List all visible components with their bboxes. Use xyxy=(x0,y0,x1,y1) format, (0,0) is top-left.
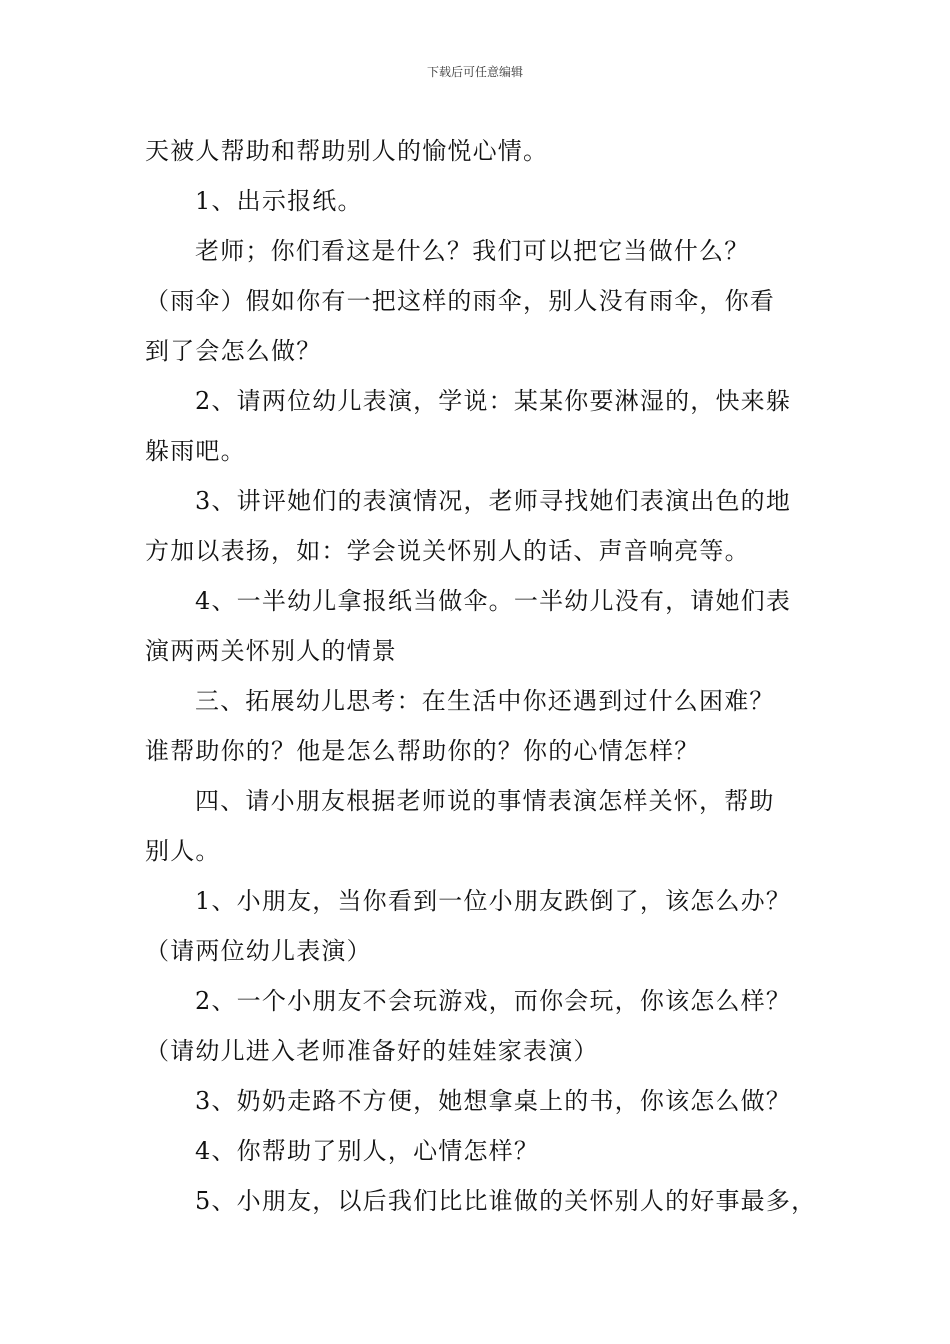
text-line-4: （雨伞）假如你有一把这样的雨伞，别人没有雨伞，你看 xyxy=(145,287,775,315)
text-line-19: （请幼儿进入老师准备好的娃娃家表演） xyxy=(145,1037,599,1065)
text-line-15: 别人。 xyxy=(145,837,221,865)
text-line-22: 5、小朋友，以后我们比比谁做的关怀别人的好事最多， xyxy=(195,1187,817,1215)
text-line-21: 4、你帮助了别人，心情怎样？ xyxy=(195,1137,540,1165)
text-line-9: 方加以表扬，如：学会说关怀别人的话、声音响亮等。 xyxy=(145,537,750,565)
text-line-8: 3、讲评她们的表演情况，老师寻找她们表演出色的地 xyxy=(195,487,792,515)
page-header: 下载后可任意编辑 xyxy=(426,65,523,79)
text-line-16: 1、小朋友，当你看到一位小朋友跌倒了，该怎么办？ xyxy=(195,887,792,915)
document-body xyxy=(145,126,825,1226)
text-line-10: 4、一半幼儿拿报纸当做伞。一半幼儿没有，请她们表 xyxy=(195,587,792,615)
text-line-13: 谁帮助你的？他是怎么帮助你的？你的心情怎样？ xyxy=(145,737,700,765)
text-line-11: 演两两关怀别人的情景 xyxy=(145,637,397,665)
text-line-2: 1、出示报纸。 xyxy=(195,187,363,215)
text-line-14: 四、请小朋友根据老师说的事情表演怎样关怀，帮助 xyxy=(195,787,775,815)
text-line-6: 2、请两位幼儿表演，学说：某某你要淋湿的，快来躲 xyxy=(195,387,792,415)
text-line-1: 天被人帮助和帮助别人的愉悦心情。 xyxy=(145,137,549,165)
text-line-20: 3、奶奶走路不方便，她想拿桌上的书，你该怎么做？ xyxy=(195,1087,792,1115)
text-line-5: 到了会怎么做？ xyxy=(145,337,322,365)
text-line-12: 三、拓展幼儿思考：在生活中你还遇到过什么困难？ xyxy=(195,687,775,715)
text-line-7: 躲雨吧。 xyxy=(145,437,246,465)
text-line-17: （请两位幼儿表演） xyxy=(145,937,372,965)
text-line-18: 2、一个小朋友不会玩游戏，而你会玩，你该怎么样？ xyxy=(195,987,792,1015)
text-line-3: 老师；你们看这是什么？我们可以把它当做什么？ xyxy=(195,237,750,265)
